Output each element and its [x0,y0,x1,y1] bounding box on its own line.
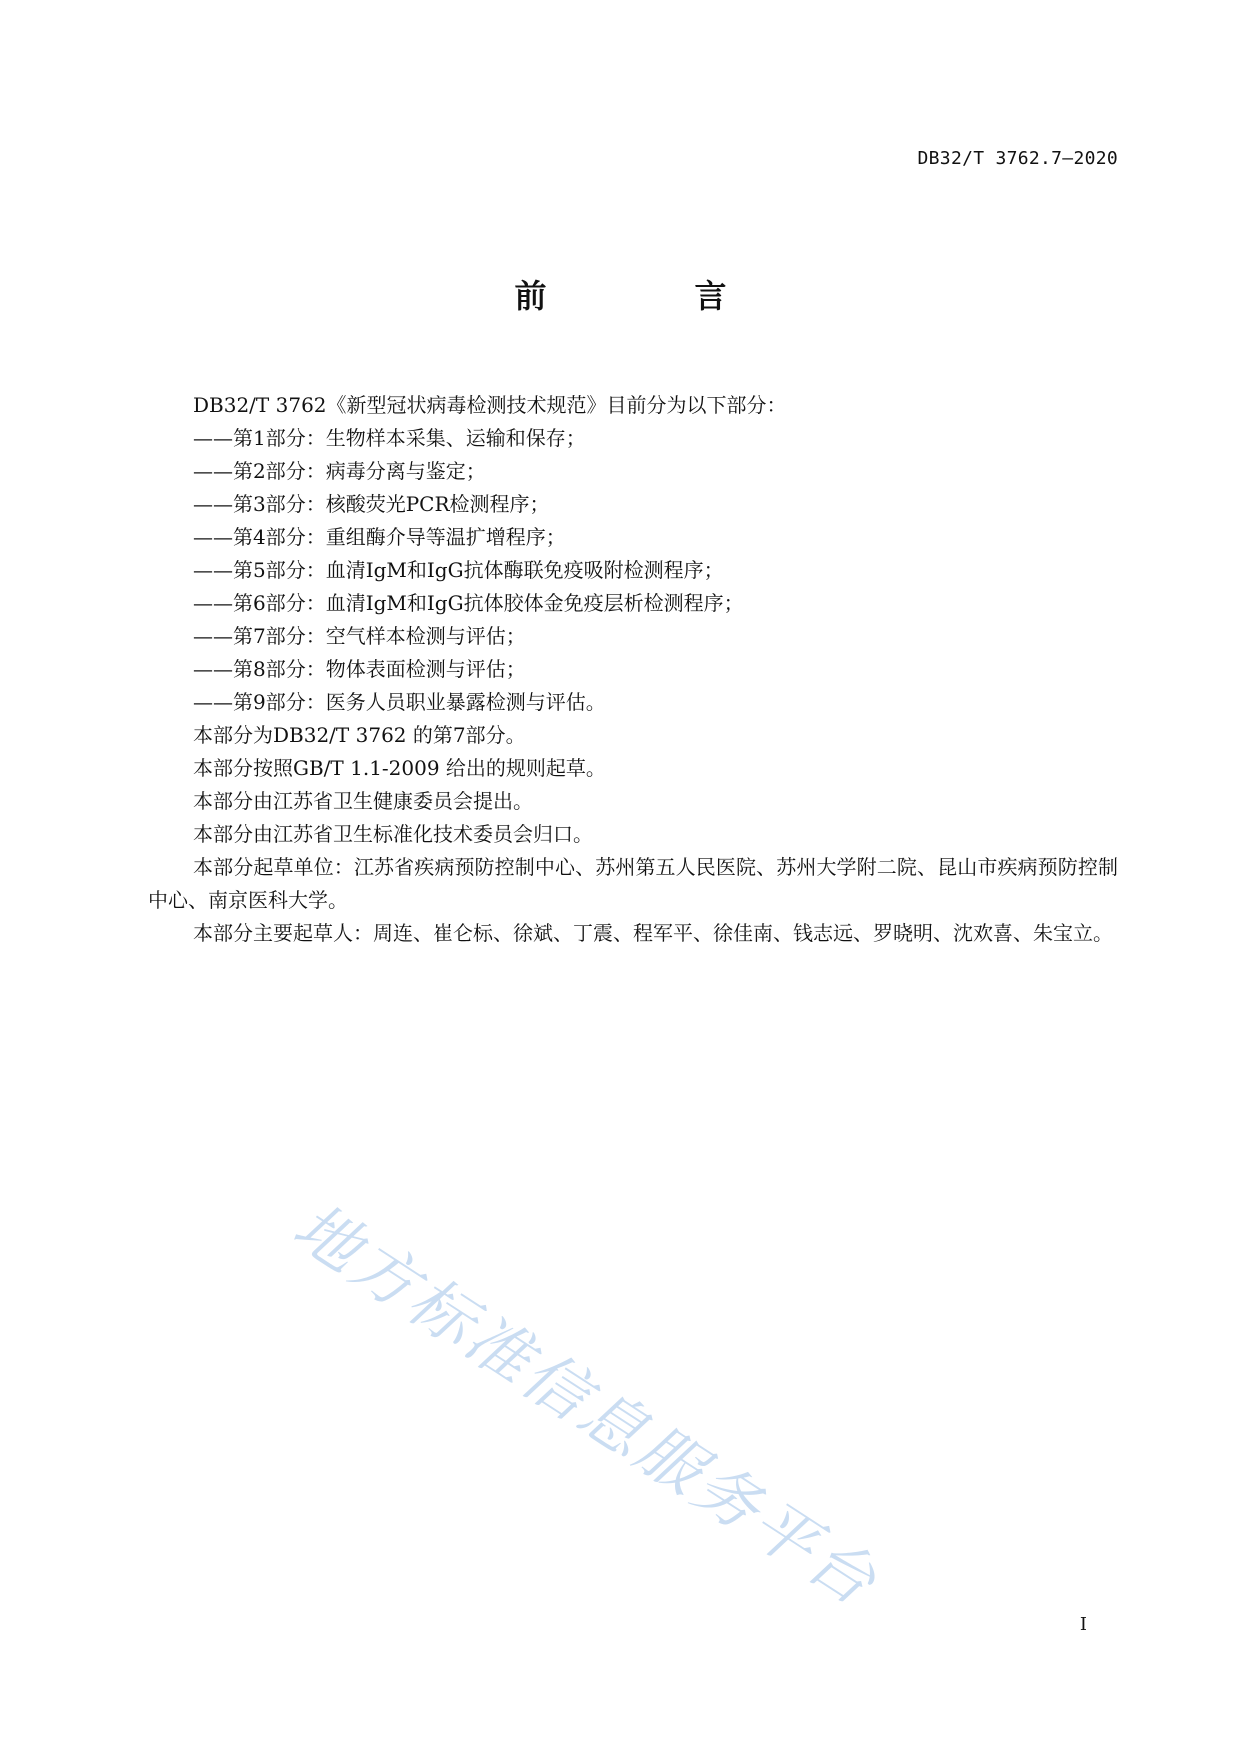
intro-paragraph: DB32/T 3762《新型冠状病毒检测技术规范》目前分为以下部分： [193,393,787,417]
part-list-item: ——第3部分：核酸荧光PCR检测程序； [193,492,550,516]
part-list-item: ——第6部分：血清IgM和IgG抗体胶体金免疫层析检测程序； [193,591,744,615]
page-number: I [1079,1614,1087,1635]
part-list-item: ——第5部分：血清IgM和IgG抗体酶联免疫吸附检测程序； [193,558,724,582]
drafting-units: 本部分起草单位：江苏省疾病预防控制中心、苏州第五人民医院、苏州大学附二院、昆山市疾病预防控制中心、南京医科大学。 [148,855,1118,912]
main-drafters: 本部分主要起草人：周连、崔仑标、徐斌、丁震、程军平、徐佳南、钱志远、罗晓明、沈欢喜、朱宝立。 [193,921,1113,945]
part-list-item: ——第9部分：医务人员职业暴露检测与评估。 [193,690,606,714]
proposer-statement: 本部分由江苏省卫生健康委员会提出。 [193,789,533,813]
part-list-item: ——第4部分：重组酶介导等温扩增程序； [193,525,566,549]
administrator-statement: 本部分由江苏省卫生标准化技术委员会归口。 [193,822,593,846]
part-list-item: ——第1部分：生物样本采集、运输和保存； [193,426,586,450]
drafting-rules-statement: 本部分按照GB/T 1.1-2009 给出的规则起草。 [193,756,606,780]
part-list-item: ——第7部分：空气样本检测与评估； [193,624,526,648]
standard-code: DB32/T 3762.7—2020 [917,148,1118,169]
foreword-body [148,389,1118,950]
page-title: 前 言 [514,277,785,315]
part-statement: 本部分为DB32/T 3762 的第7部分。 [193,723,526,747]
watermark: 地方标准信息服务平台 [280,1189,891,1622]
part-list-item: ——第2部分：病毒分离与鉴定； [193,459,486,483]
part-list-item: ——第8部分：物体表面检测与评估； [193,657,526,681]
